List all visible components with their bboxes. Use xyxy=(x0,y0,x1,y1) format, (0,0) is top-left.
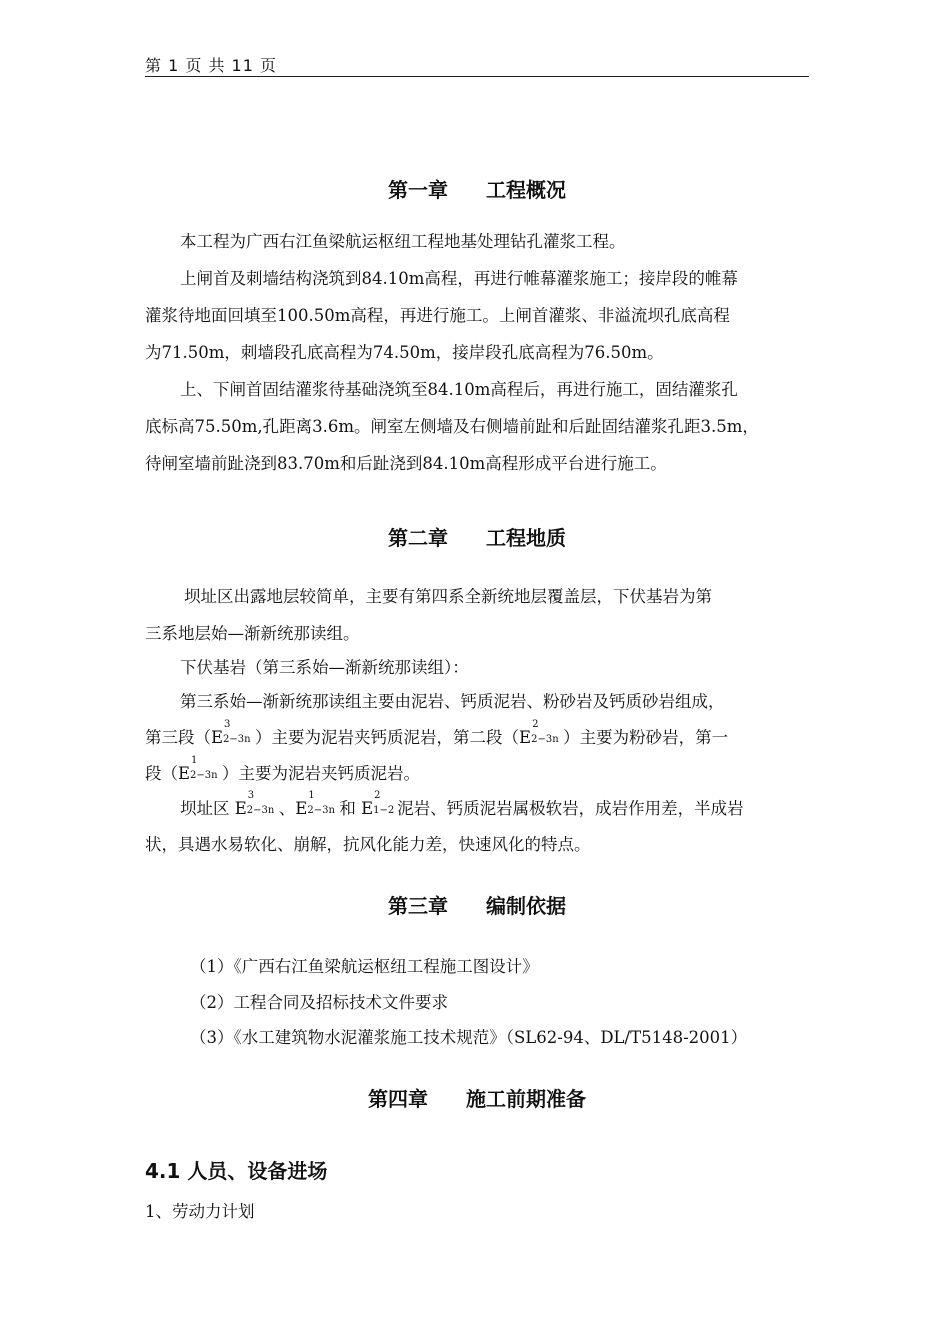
chapter-3-title xyxy=(145,890,809,919)
ch1-paragraph-2-line-3: 为71.50m，刺墙段孔底高程为74.50m，接岸段孔底高程为76.50m。 xyxy=(145,343,664,362)
ch1-paragraph-3-line-1: 上、下闸首固结灌浆待基础浇筑至84.10m高程后，再进行施工，固结灌浆孔 xyxy=(180,380,738,399)
chapter-2-title xyxy=(145,522,809,551)
chapter-4-title xyxy=(145,1083,809,1112)
chapter-3-number: 第三章 xyxy=(388,894,448,918)
chapter-2-name: 工程地质 xyxy=(486,526,566,550)
reference-item-3: （3）《水工建筑物水泥灌浆施工技术规范》（SL62-94、DL/T5148-2001） xyxy=(190,1028,748,1047)
ch1-paragraph-2-line-2: 灌浆待地面回填至100.50m高程，再进行施工。上闸首灌浆、非溢流坝孔底高程 xyxy=(145,306,730,325)
ch2-paragraph-1-line-2: 三系地层始—渐新统那读组。 xyxy=(145,624,360,643)
ch1-paragraph-2-line-1: 上闸首及刺墙结构浇筑到84.10m高程，再进行帷幕灌浆施工；接岸段的帷幕 xyxy=(180,269,738,288)
reference-item-1: （1）《广西右江鱼梁航运枢纽工程施工图设计》 xyxy=(190,957,539,976)
ch2-paragraph-2: 下伏基岩（第三系始—渐新统那读组）： xyxy=(180,658,469,677)
ch2-paragraph-3-line-1: 第三系始—渐新统那读组主要由泥岩、钙质泥岩、粉砂岩及钙质砂岩组成， xyxy=(180,692,725,711)
formation-symbol-e1-b: 1 2−3n xyxy=(307,790,335,816)
section-4-1-heading: 4.1 人员、设备进场 xyxy=(145,1159,328,1183)
subsection-labor-plan: 1、劳动力计划 xyxy=(145,1202,255,1221)
ch2-paragraph-4-line-1: 坝址区 E 3 2−3n 、E 1 2−3n 和 E 2 1−2 泥岩、钙质泥岩属极软岩，成岩作用差，半成岩 xyxy=(180,790,744,818)
formation-symbol-e12: 2 1−2 xyxy=(373,790,395,816)
formation-symbol-e2: 2 2−3n xyxy=(531,719,559,745)
chapter-1-name: 工程概况 xyxy=(486,178,566,202)
ch2-paragraph-4-line-2: 状，具遇水易软化、崩解，抗风化能力差，快速风化的特点。 xyxy=(145,835,591,854)
formation-symbol-e1: 1 2−3n xyxy=(190,755,218,781)
page-header xyxy=(145,52,809,77)
reference-item-2: （2）工程合同及招标技术文件要求 xyxy=(190,993,448,1012)
chapter-1-title xyxy=(145,174,809,203)
ch1-paragraph-1: 本工程为广西右江鱼梁航运枢纽工程地基处理钻孔灌浆工程。 xyxy=(180,232,626,251)
ch1-paragraph-3-line-2: 底标高75.50m,孔距离3.6m。闸室左侧墙及右侧墙前趾和后趾固结灌浆孔距3.5m， xyxy=(145,417,759,436)
ch2-paragraph-3-line-3: 段（E 1 2−3n ）主要为泥岩夹钙质泥岩。 xyxy=(145,755,421,783)
page-number-label: 第 1 页 共 11 页 xyxy=(145,56,277,75)
chapter-1-number: 第一章 xyxy=(388,178,448,202)
chapter-2-number: 第二章 xyxy=(388,526,448,550)
chapter-3-name: 编制依据 xyxy=(486,894,566,918)
ch1-paragraph-3-line-3: 待闸室墙前趾浇到83.70m和后趾浇到84.10m高程形成平台进行施工。 xyxy=(145,454,667,473)
chapter-4-number: 第四章 xyxy=(368,1087,428,1111)
formation-symbol-e3-b: 3 2−3n xyxy=(246,790,275,816)
ch2-paragraph-1-line-1: 坝址区出露地层较简单，主要有第四系全新统地层覆盖层，下伏基岩为第 xyxy=(184,587,712,606)
ch2-paragraph-3-line-2: 第三段（E 3 2−3n ）主要为泥岩夹钙质泥岩，第二段（E 2 2−3n ）主要为粉砂岩，第一 xyxy=(145,719,729,747)
chapter-4-name: 施工前期准备 xyxy=(466,1087,586,1111)
formation-symbol-e3: 3 2−3n xyxy=(223,719,251,745)
